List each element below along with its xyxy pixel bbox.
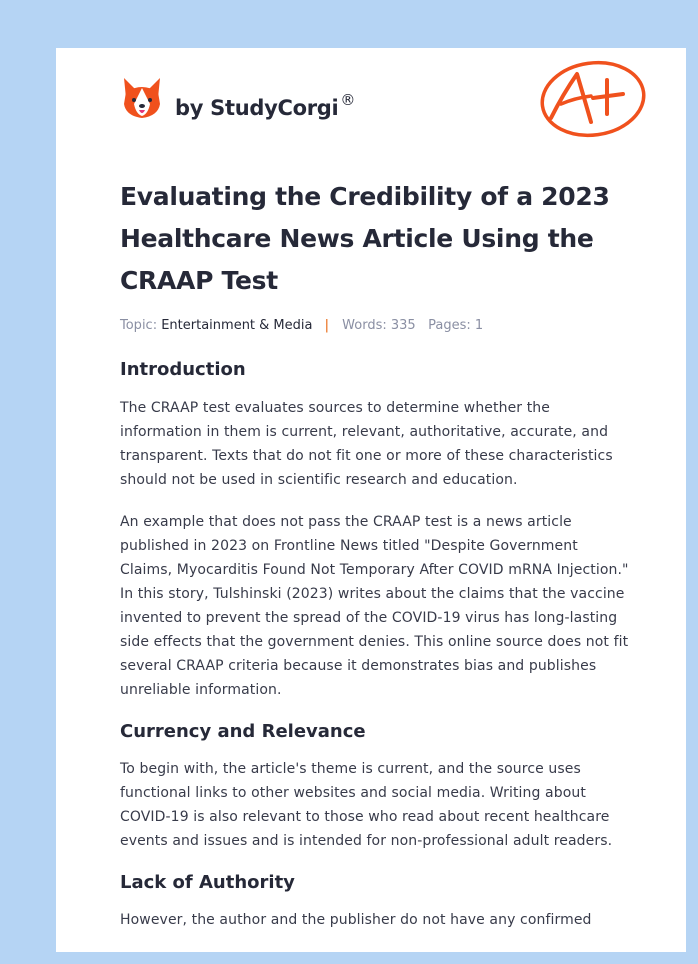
section-heading-lack-of-authority: Lack of Authority [120, 872, 295, 893]
section-heading-introduction: Introduction [120, 359, 246, 380]
topic-label: Topic: [120, 318, 158, 333]
paragraph: The CRAAP test evaluates sources to determine whether the information in them is current, relevant, authoritative, accurate, and transparent. Texts that do not fit one or more of these characteristics should not be used in scientific research and education. [120, 400, 613, 488]
brand-text: by StudyCorgi [175, 96, 339, 120]
pages-count: 1 [474, 318, 484, 333]
paragraph: However, the author and the publisher do not have any confirmed [120, 912, 592, 928]
corgi-logo-icon [121, 76, 163, 120]
words-label: Words: [342, 318, 387, 333]
article-content [120, 176, 632, 932]
meta-separator: | [324, 318, 330, 333]
registered-mark: ® [340, 91, 356, 109]
article-title: Evaluating the Credibility of a 2023 Healthcare News Article Using the CRAAP Test [120, 182, 610, 295]
paragraph: To begin with, the article's theme is current, and the source uses functional links to other websites and social media. Writing about COVID-19 is also relevant to those who read about recent healthcare events and issues and is intended for non-professional adult readers. [120, 761, 613, 849]
page-header [56, 48, 686, 158]
words-count: 335 [390, 318, 416, 333]
document-page [56, 48, 686, 952]
paragraph: An example that does not pass the CRAAP test is a news article published in 2023 on Frontline News titled "Despite Government Claims, Myocarditis Found Not Temporary After COVID mRNA Injection." In this story, Tulshinski (2023) writes about the claims that the vaccine invented to prevent the spread of the COVID-19 virus has long-lasting side effects that the government denies. This online source does not fit several CRAAP criteria because it demonstrates bias and publishes unreliable information. [120, 514, 629, 698]
topic-link[interactable]: Entertainment & Media [161, 318, 313, 333]
a-plus-badge-icon [537, 58, 649, 140]
article-meta [120, 318, 632, 333]
pages-label: Pages: [428, 318, 471, 333]
section-heading-currency-relevance: Currency and Relevance [120, 721, 366, 742]
brand-name[interactable] [175, 93, 355, 120]
